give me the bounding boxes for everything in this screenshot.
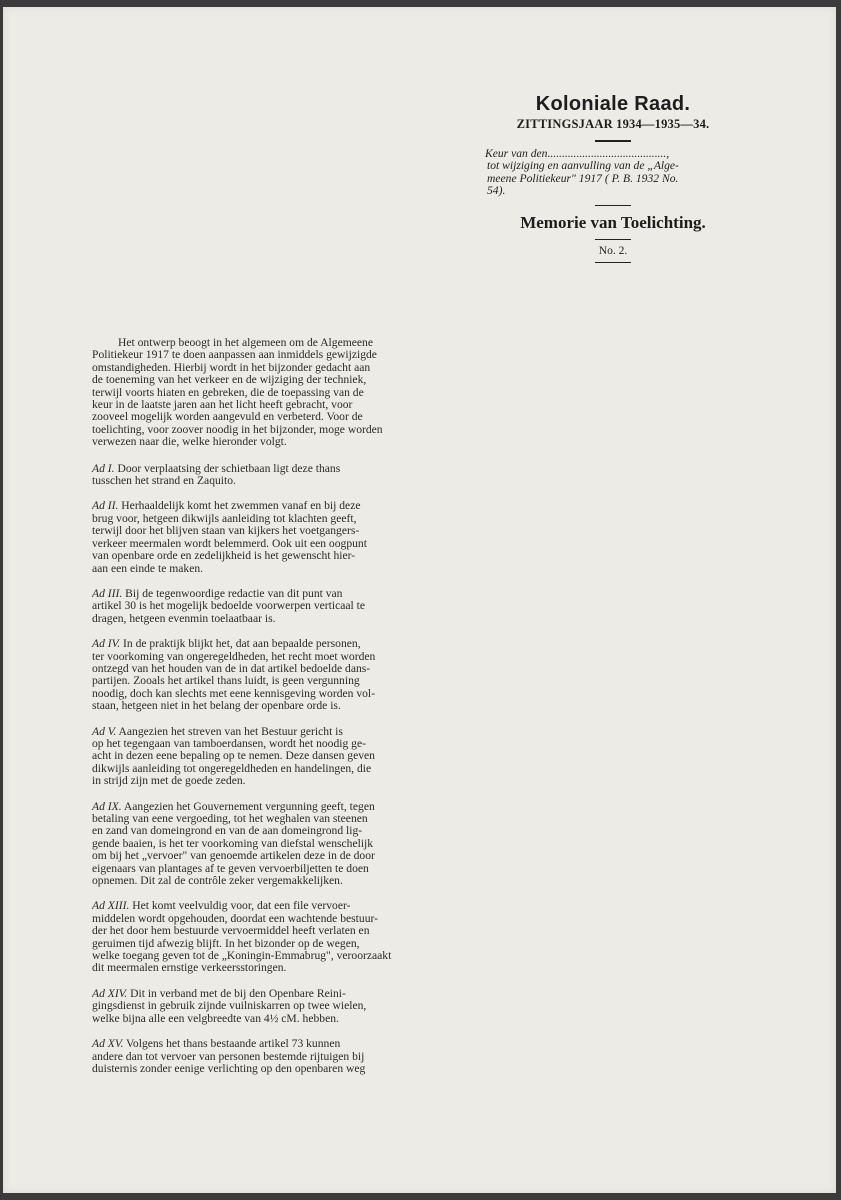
section-ad-xiv	[92, 988, 432, 1025]
text-line: staan, hetgeen niet in het belang der openbare orde is.	[92, 699, 341, 713]
section-label: Ad I.	[92, 461, 115, 475]
section-ad-iii	[92, 588, 432, 625]
text-line: keur in de laatste jaren aan het licht heeft gebracht, voor	[92, 398, 353, 412]
document-header	[479, 92, 747, 269]
text-line: Aangezien het Gouvernement vergunning geeft, tegen	[121, 799, 375, 813]
text-line: en zand van domeingrond en van de aan domeingrond lig-	[92, 824, 363, 838]
ordinance-line: meene Politiekeur" 1917 ( P. B. 1932 No.	[487, 171, 679, 185]
text-line: opnemen. Dit zal de contrôle zeker vergemakkelijken.	[92, 874, 343, 888]
text-line: van openbare orde en zedelijkheid is het gewenscht hier-	[92, 549, 356, 563]
document-page	[3, 7, 836, 1193]
text-line: noodig, doch kan slechts met eene kennisgeving worden vol-	[92, 686, 376, 700]
text-line: der het door hem bestuurde vervoermiddel heeft verlaten en	[92, 924, 370, 938]
text-line: tusschen het strand en Zaquito.	[92, 474, 236, 488]
text-line: ontzegd van het houden van de in dat artikel bedoelde dans-	[92, 661, 371, 675]
text-line: betaling van eene vergoeding, tot het weghalen van steenen	[92, 812, 368, 825]
text-line: andere dan tot vervoer van personen bestemde rijtuigen bij	[92, 1049, 365, 1063]
divider	[595, 140, 631, 142]
text-line: aan een einde te maken.	[92, 561, 204, 575]
text-line: Herhaaldelijk komt het zwemmen vanaf en bij deze	[118, 499, 361, 513]
text-line: welke bijna alle een velgbreedte van 4½ cM. hebben.	[92, 1011, 339, 1025]
text-line: verkeer meermalen wordt belemmerd. Ook uit een oogpunt	[92, 536, 367, 550]
section-ad-xiii	[92, 900, 432, 974]
text-line: welke toegang geven tot de „Koningin-Emmabrug", veroorzaakt	[92, 949, 392, 963]
text-line: Bij de tegenwoordige redactie van dit punt van	[122, 586, 343, 600]
section-ad-iv	[92, 638, 432, 712]
text-line: Dit in verband met de bij den Openbare Reini-	[127, 986, 346, 1000]
section-label: Ad XIV.	[92, 986, 128, 1000]
section-label: Ad V.	[92, 724, 117, 738]
text-line: artikel 30 is het mogelijk bedoelde voorwerpen verticaal te	[92, 599, 365, 613]
text-line: partijen. Zooals het artikel thans luidt, is geen vergunning	[92, 674, 360, 688]
text-line: geruimen tijd afwezig blijft. In het bizonder op de wegen,	[92, 936, 360, 950]
section-ad-ix	[92, 801, 432, 888]
text-line: middelen wordt opgehouden, doordat een wachtende bestuur-	[92, 911, 378, 925]
section-label: Ad IX.	[92, 799, 122, 813]
text-line: acht in dezen eene bepaling op te nemen. Deze dansen geven	[92, 749, 375, 763]
ordinance-line: tot wijziging en aanvulling van de „Alge-	[487, 159, 679, 172]
text-line: duisternis zonder eenige verlichting op den openbaren weg	[92, 1061, 366, 1075]
section-label: Ad III.	[92, 586, 123, 600]
text-line: ter voorkoming van ongeregeldheden, het recht moet worden	[92, 649, 376, 663]
ordinance-description	[485, 148, 747, 198]
council-title: Koloniale Raad.	[535, 93, 691, 115]
text-line: Door verplaatsing der schietbaan ligt deze thans	[114, 461, 341, 475]
text-line: toelichting, voor zoover noodig in het bijzonder, moge worden	[92, 422, 383, 436]
text-line: verwezen naar die, welke hieronder volgt.	[92, 435, 287, 449]
section-ad-ii	[92, 500, 432, 574]
text-line: de toeneming van het verkeer en de wijziging der techniek,	[92, 373, 367, 387]
text-line: zooveel mogelijk worden aangevuld en verbeterd. Voor de	[92, 410, 363, 424]
text-line: Het komt veelvuldig voor, dat een file vervoer-	[129, 899, 351, 913]
text-line: om bij het „vervoer" van genoemde artikelen deze in de door	[92, 849, 375, 863]
session-year: ZITTINGSJAAR 1934—1935—34.	[516, 117, 710, 131]
section-ad-xv	[92, 1038, 432, 1075]
section-ad-i	[92, 463, 432, 488]
section-ad-v	[92, 726, 432, 788]
ordinance-line: 54).	[487, 184, 506, 197]
text-line: Volgens het thans bestaande artikel 73 kunnen	[123, 1037, 341, 1051]
text-line: Het ontwerp beoogt in het algemeen om de Algemeene	[118, 336, 373, 349]
text-line: terwijl door het blijven staan van kijkers het voetgangers-	[92, 524, 360, 538]
text-line: gende baaien, is het ter voorkoming van diefstal wenschelijk	[92, 836, 374, 850]
text-line: gingsdienst in gebruik zijnde vuilniskarren op twee wielen,	[92, 999, 367, 1013]
text-line: terwijl voorts hiaten en gebreken, die de toepassing van de	[92, 385, 364, 399]
text-line: In de praktijk blijkt het, dat aan bepaalde personen,	[120, 637, 361, 651]
text-line: Politiekeur 1917 te doen aanpassen aan inmiddels gewijzigde	[92, 348, 377, 362]
text-line: brug voor, hetgeen dikwijls aanleiding tot klachten geeft,	[92, 511, 357, 525]
text-line: dit meermalen ernstige verkeersstoringen.	[92, 961, 287, 975]
text-line: dikwijls aanleiding tot ongeregeldheden en handelingen, die	[92, 761, 372, 775]
text-line: op het tegengaan van tamboerdansen, wordt het noodig ge-	[92, 736, 366, 750]
memorandum-body	[92, 337, 432, 1088]
intro-paragraph	[92, 337, 432, 449]
text-line: omstandigheden. Hierbij wordt in het bijzonder gedacht aan	[92, 360, 371, 374]
section-label: Ad II.	[92, 499, 119, 513]
memorandum-title: Memorie van Toelichting.	[520, 213, 706, 232]
section-label: Ad IV.	[92, 637, 121, 651]
divider	[595, 239, 631, 240]
section-label: Ad XIII.	[92, 899, 130, 913]
text-line: Aangezien het streven van het Bestuur gericht is	[116, 724, 343, 738]
text-line: eigenaars van plantages af te geven vervoerbiljetten te doen	[92, 861, 369, 875]
divider	[595, 205, 631, 207]
document-number: No. 2.	[598, 245, 628, 257]
text-line: in strijd zijn met de goede zeden.	[92, 774, 246, 788]
text-line: dragen, hetgeen evenmin toelaatbaar is.	[92, 611, 276, 625]
divider	[595, 262, 631, 263]
section-label: Ad XV.	[92, 1037, 124, 1051]
ordinance-line: Keur van den.........................................,	[485, 146, 670, 160]
